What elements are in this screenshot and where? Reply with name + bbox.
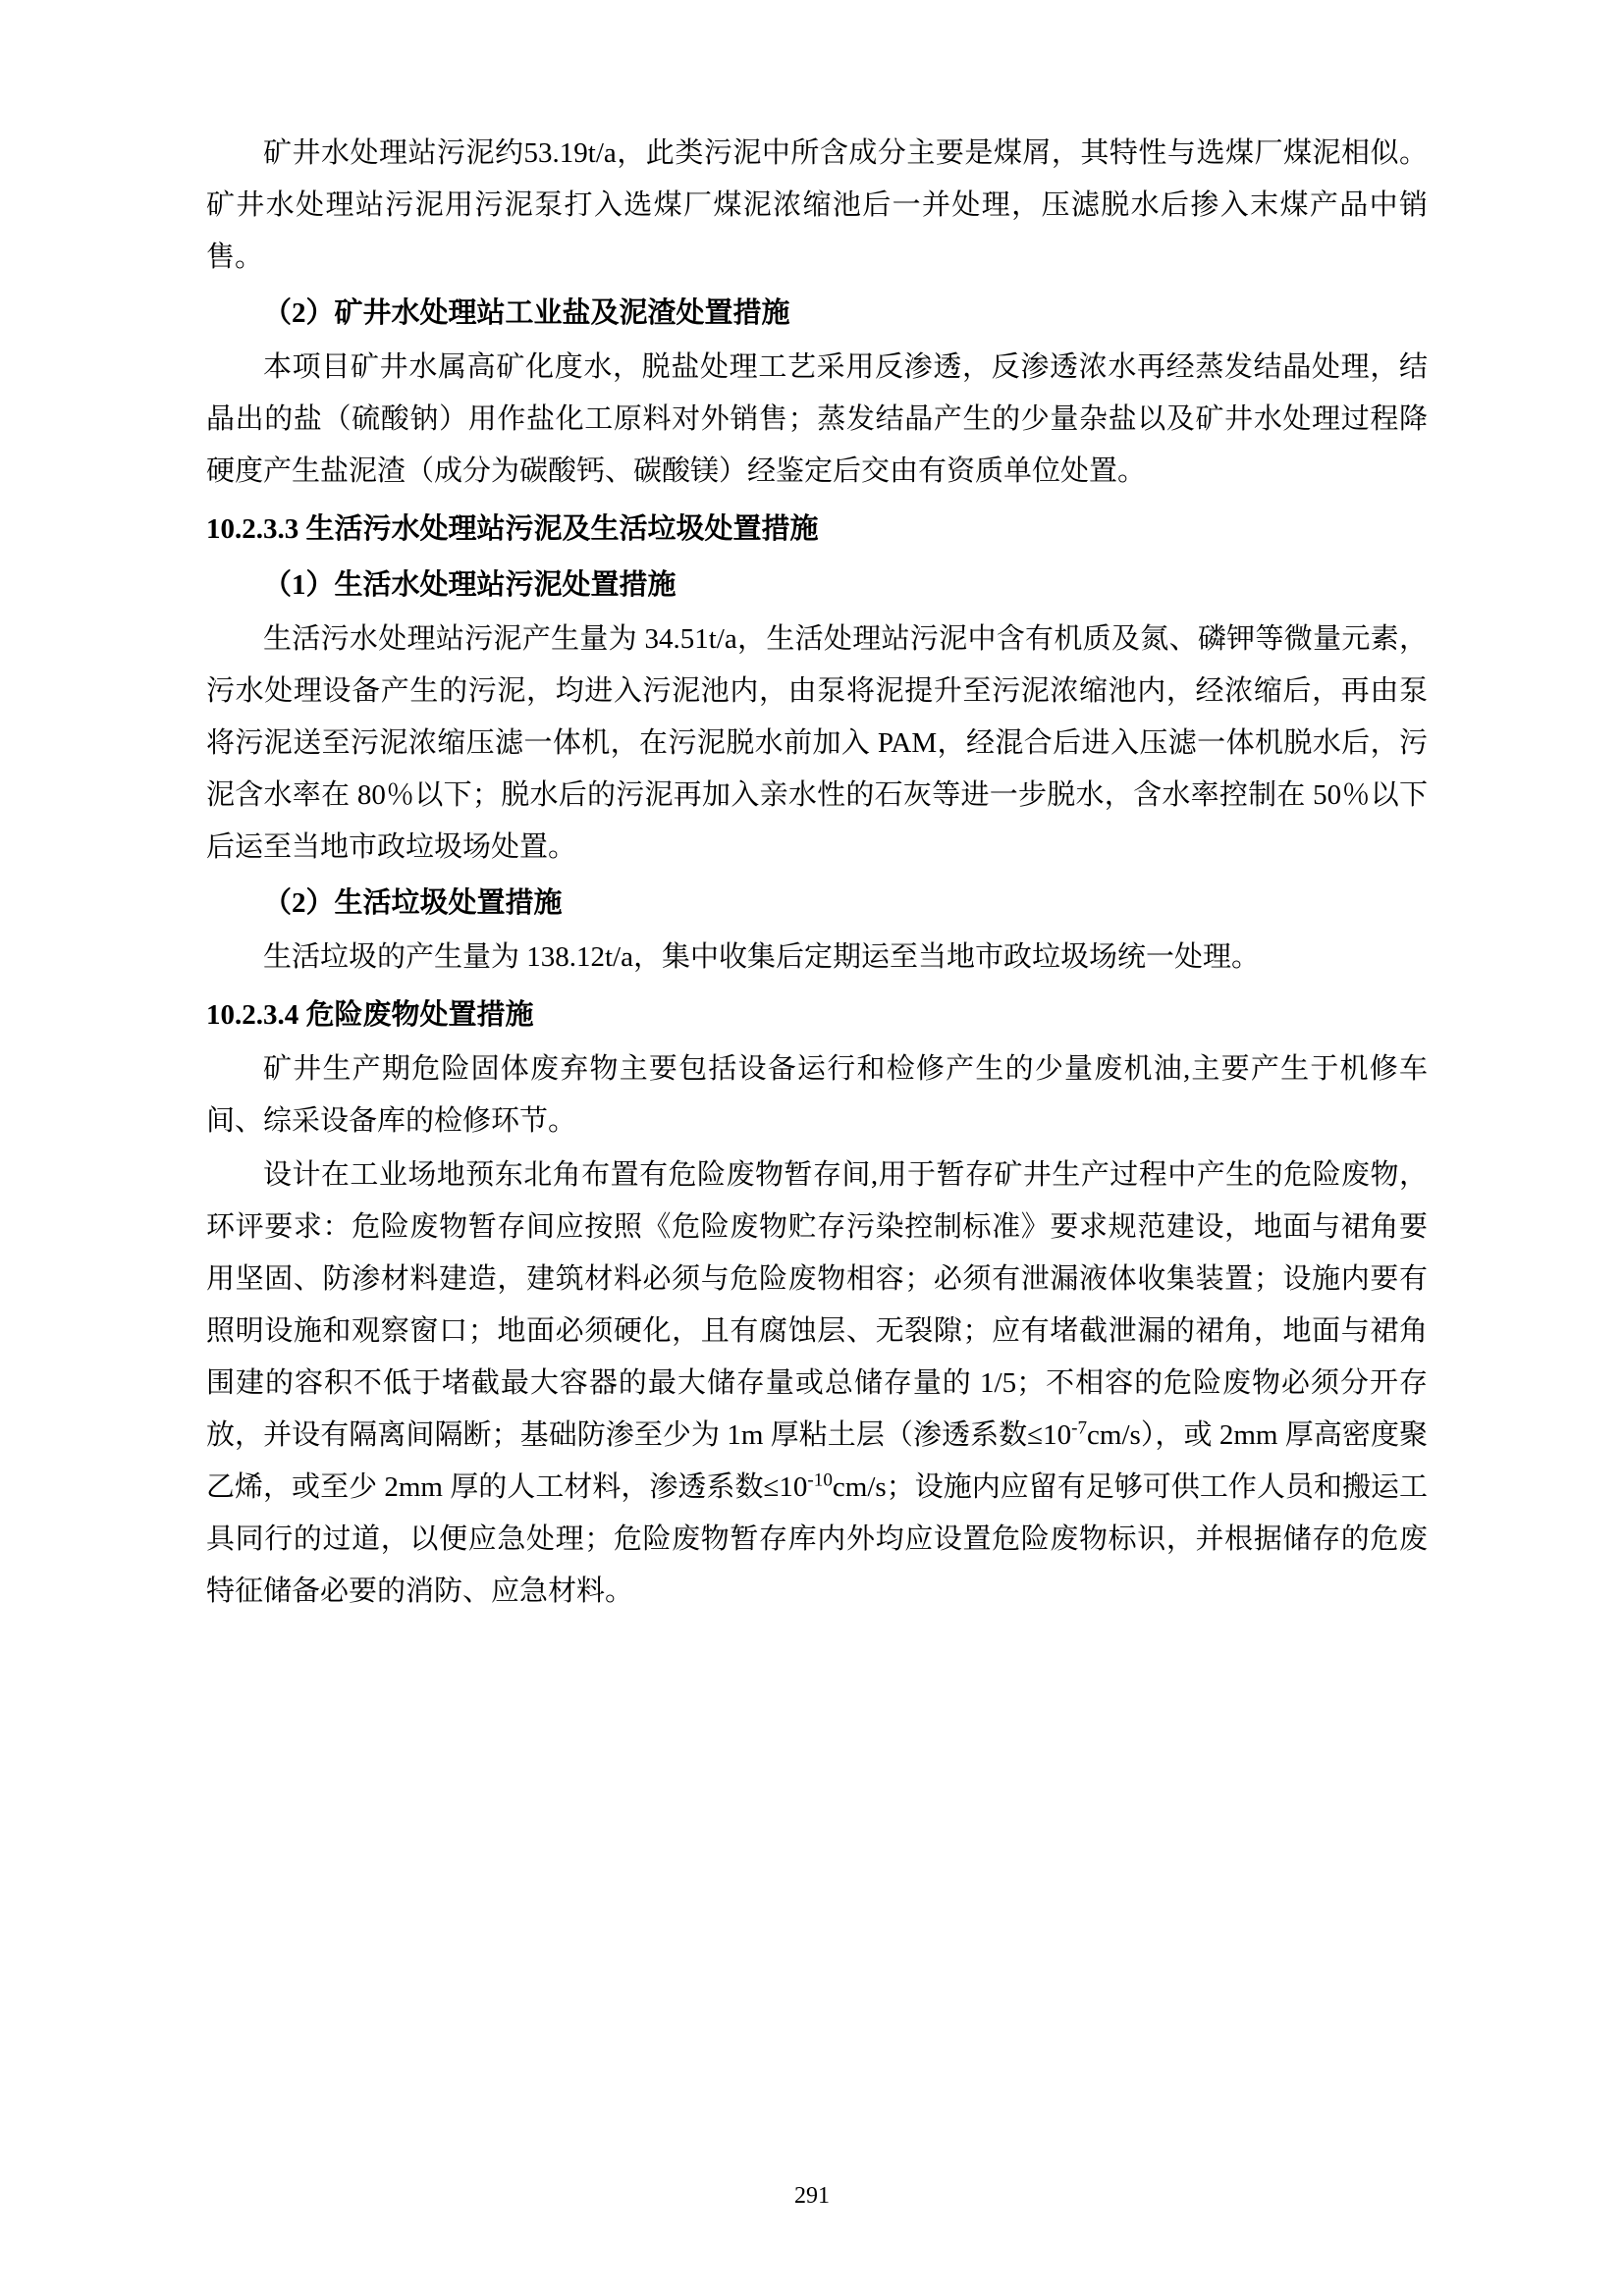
paragraph-domestic-sludge-treatment: 生活污水处理站污泥产生量为 34.51t/a，生活处理站污泥中含有机质及氮、磷钾等微量元素，污水处理设备产生的污泥，均进入污泥池内，由泵将泥提升至污泥浓缩池内，经浓缩后，再由泵将污泥送至污泥浓缩压滤一体机，在污泥脱水前加入 PAM，经混合后进入压滤一体机脱水后，污泥含水率在 80％以下；脱水后的污泥再加入亲水性的石灰等进一步脱水，含水率控制在 50％以下后运至当地市政垃圾场处置。 (206, 623, 1428, 863)
paragraph-desalination-process: 本项目矿井水属高矿化度水，脱盐处理工艺采用反渗透，反渗透浓水再经蒸发结晶处理，结晶出的盐（硫酸钠）用作盐化工原料对外销售；蒸发结晶产生的少量杂盐以及矿井水处理过程降硬度产生盐泥渣（成分为碳酸钙、碳酸镁）经鉴定后交由有资质单位处置。 (206, 351, 1428, 487)
heading-domestic-garbage-measures: （2）生活垃圾处置措施 (263, 887, 563, 919)
paragraph-domestic-garbage: 生活垃圾的产生量为 138.12t/a，集中收集后定期运至当地市政垃圾场统一处理。 (263, 941, 1260, 973)
page-number: 291 (794, 2183, 830, 2209)
paragraph-mine-water-sludge: 矿井水处理站污泥约53.19t/a，此类污泥中所含成分主要是煤屑，其特性与选煤厂煤泥相似。矿井水处理站污泥用污泥泵打入选煤厂煤泥浓缩池后一并处理，压滤脱水后掺入末煤产品中销售。 (206, 137, 1428, 273)
heading-mine-water-salt-measures: （2）矿井水处理站工业盐及泥渣处置措施 (263, 297, 790, 329)
heading-10-2-3-3: 10.2.3.3 生活污水处理站污泥及生活垃圾处置措施 (206, 513, 819, 545)
paragraph-hazardous-waste-source: 矿井生产期危险固体废弃物主要包括设备运行和检修产生的少量废机油,主要产生于机修车间、综采设备库的检修环节。 (206, 1053, 1428, 1137)
heading-domestic-sludge-measures: （1）生活水处理站污泥处置措施 (263, 569, 677, 601)
page-content (206, 128, 1428, 1618)
paragraph-hazardous-waste-storage: 设计在工业场地预东北角布置有危险废物暂存间,用于暂存矿井生产过程中产生的危险废物，环评要求：危险废物暂存间应按照《危险废物贮存污染控制标准》要求规范建设，地面与裙角要用坚固、防渗材料建造，建筑材料必须与危险废物相容；必须有泄漏液体收集装置；设施内要有照明设施和观察窗口；地面必须硬化，且有腐蚀层、无裂隙；应有堵截泄漏的裙角，地面与裙角围建的容积不低于堵截最大容器的最大储存量或总储存量的 1/5；不相容的危险废物必须分开存放，并设有隔离间隔断；基础防渗至少为 1m 厚粘土层（渗透系数$\le 10^{-7}cm/s$），或 2mm 厚高密度聚乙烯，或至少 2mm 厚的人工材料，渗透系数$\le 10^{-10}cm/s$；设施内应留有足够可供工作人员和搬运工具同行的过道，以便应急处理；危险废物暂存库内外均应设置危险废物标识，并根据储存的危废特征储备必要的消防、应急材料。 (206, 1159, 1428, 1607)
heading-10-2-3-4: 10.2.3.4 危险废物处置措施 (206, 999, 534, 1031)
